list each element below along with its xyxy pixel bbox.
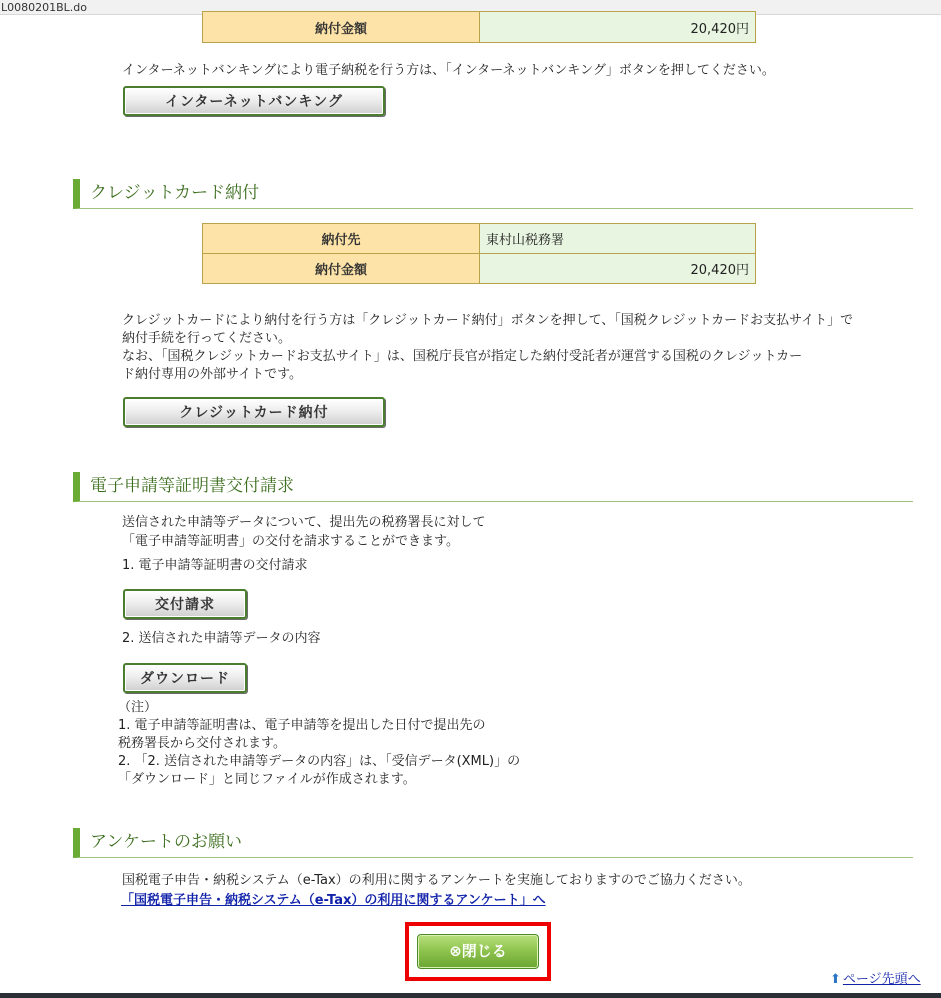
credit-card-desc-line3: なお、「国税クレジットカードお支払サイト」は、国税庁長官が指定した納付受託者が運営する国税のクレジットカー: [122, 349, 803, 364]
credit-card-desc-line4: ド納付専用の外部サイトです。: [122, 367, 303, 382]
certificate-section-heading: 電子申請等証明書交付請求: [73, 472, 913, 502]
download-button[interactable]: ダウンロード: [123, 663, 247, 693]
close-button-highlight: [405, 922, 551, 981]
note2-line1: 2. 「2. 送信された申請等データの内容」は、「受信データ(XML)」の: [118, 754, 521, 769]
destination-label: 納付先: [203, 224, 480, 254]
survey-link[interactable]: 「国税電子申告・納税システム（e-Tax）の利用に関するアンケート」へ: [121, 893, 546, 908]
certificate-item2: 2. 送信された申請等データの内容: [122, 631, 321, 646]
certificate-intro-line2: 「電子申請等証明書」の交付を請求することができます。: [122, 534, 459, 549]
credit-card-payment-button[interactable]: クレジットカード納付: [123, 397, 385, 427]
amount-label: 納付金額: [203, 12, 480, 43]
destination-value: 東村山税務署: [480, 224, 756, 254]
survey-section-heading: アンケートのお願い: [73, 828, 913, 858]
page-top-label: ページ先頭へ: [842, 972, 921, 987]
arrow-up-icon: ⬆: [830, 972, 841, 987]
credit-card-desc-line1: クレジットカードにより納付を行う方は「クレジットカード納付」ボタンを押して、「国税クレジットカードお支払サイト」で: [122, 313, 854, 328]
certificate-item1: 1. 電子申請等証明書の交付請求: [122, 558, 308, 573]
amount-value: 20,420円: [480, 254, 756, 284]
top-amount-table: [202, 11, 756, 43]
page-top-link[interactable]: [830, 968, 921, 987]
internet-banking-description: インターネットバンキングにより電子納税を行う方は、「インターネットバンキング」ボタンを押してください。: [122, 63, 775, 78]
internet-banking-button[interactable]: インターネットバンキング: [123, 86, 385, 116]
certificate-request-button[interactable]: 交付請求: [123, 589, 247, 619]
taskbar: [0, 993, 941, 998]
survey-description: 国税電子申告・納税システム（e-Tax）の利用に関するアンケートを実施しておりますのでご協力ください。: [122, 873, 751, 888]
note1-line2: 税務署長から交付されます。: [118, 736, 286, 751]
amount-label: 納付金額: [203, 254, 480, 284]
close-button-label: 閉じる: [461, 942, 507, 960]
amount-value: 20,420円: [480, 12, 756, 43]
close-icon: ⊗: [449, 942, 462, 960]
note-title: （注）: [118, 700, 158, 715]
close-button[interactable]: [417, 934, 539, 969]
credit-card-section-heading: クレジットカード納付: [73, 179, 913, 209]
note2-line2: 「ダウンロード」と同じファイルが作成されます。: [118, 772, 416, 787]
address-bar: L0080201BL.do: [0, 0, 941, 15]
credit-card-payment-table: [202, 223, 756, 284]
certificate-intro-line1: 送信された申請等データについて、提出先の税務署長に対して: [122, 515, 486, 530]
note1-line1: 1. 電子申請等証明書は、電子申請等を提出した日付で提出先の: [118, 718, 486, 733]
credit-card-desc-line2: 納付手続を行ってください。: [122, 331, 292, 346]
